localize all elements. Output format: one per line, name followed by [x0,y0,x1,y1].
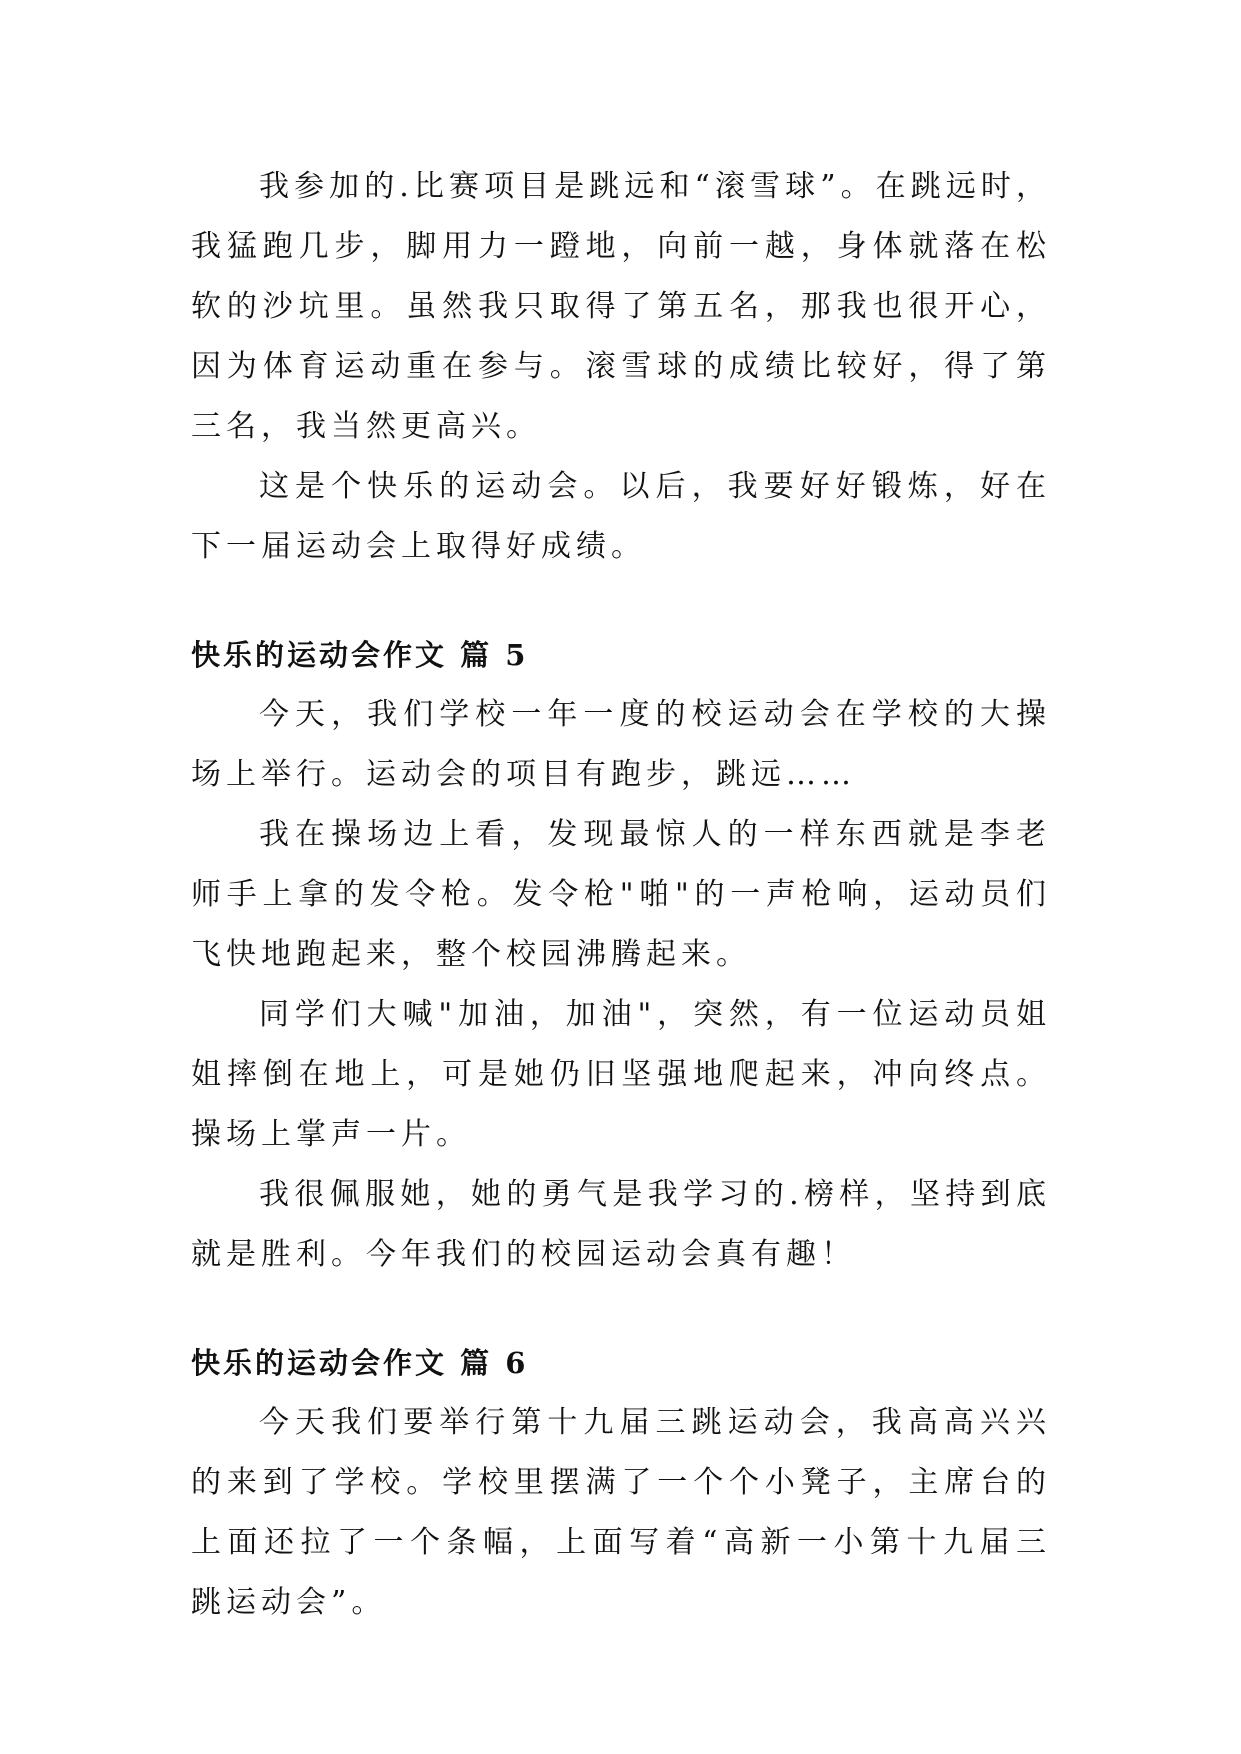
essay-section-continued [191,157,1051,577]
section-spacer [191,577,1051,625]
paragraph: 我在操场边上看，发现最惊人的一样东西就是李老师手上拿的发令枪。发令枪"啪"的一声枪响，运动员们飞快地跑起来，整个校园沸腾起来。 [191,817,1051,972]
paragraph: 我很佩服她，她的勇气是我学习的.榜样，坚持到底就是胜利。今年我们的校园运动会真有趣！ [191,1177,1051,1272]
section-heading: 快乐的运动会作文 篇 6 [191,1346,529,1380]
essay-section-6 [191,1333,1051,1633]
paragraph: 我参加的.比赛项目是跳远和“滚雪球”。在跳远时，我猛跑几步，脚用力一蹬地，向前一越，身体就落在松软的沙坑里。虽然我只取得了第五名，那我也很开心，因为体育运动重在参与。滚雪球的成绩比较好，得了第三名，我当然更高兴。 [191,169,1051,444]
paragraph: 同学们大喊"加油，加油"，突然，有一位运动员姐姐摔倒在地上，可是她仍旧坚强地爬起来，冲向终点。操场上掌声一片。 [191,997,1051,1152]
essay-section-5 [191,625,1051,1285]
paragraph: 今天，我们学校一年一度的校运动会在学校的大操场上举行。运动会的项目有跑步，跳远…… [191,697,1051,792]
section-spacer [191,1285,1051,1333]
paragraph: 这是个快乐的运动会。以后，我要好好锻炼，好在下一届运动会上取得好成绩。 [191,469,1051,564]
section-heading: 快乐的运动会作文 篇 5 [191,638,529,672]
paragraph: 今天我们要举行第十九届三跳运动会，我高高兴兴的来到了学校。学校里摆满了一个个小凳子，主席台的上面还拉了一个条幅，上面写着“高新一小第十九届三跳运动会”。 [191,1405,1051,1620]
document-page [191,157,1051,1633]
